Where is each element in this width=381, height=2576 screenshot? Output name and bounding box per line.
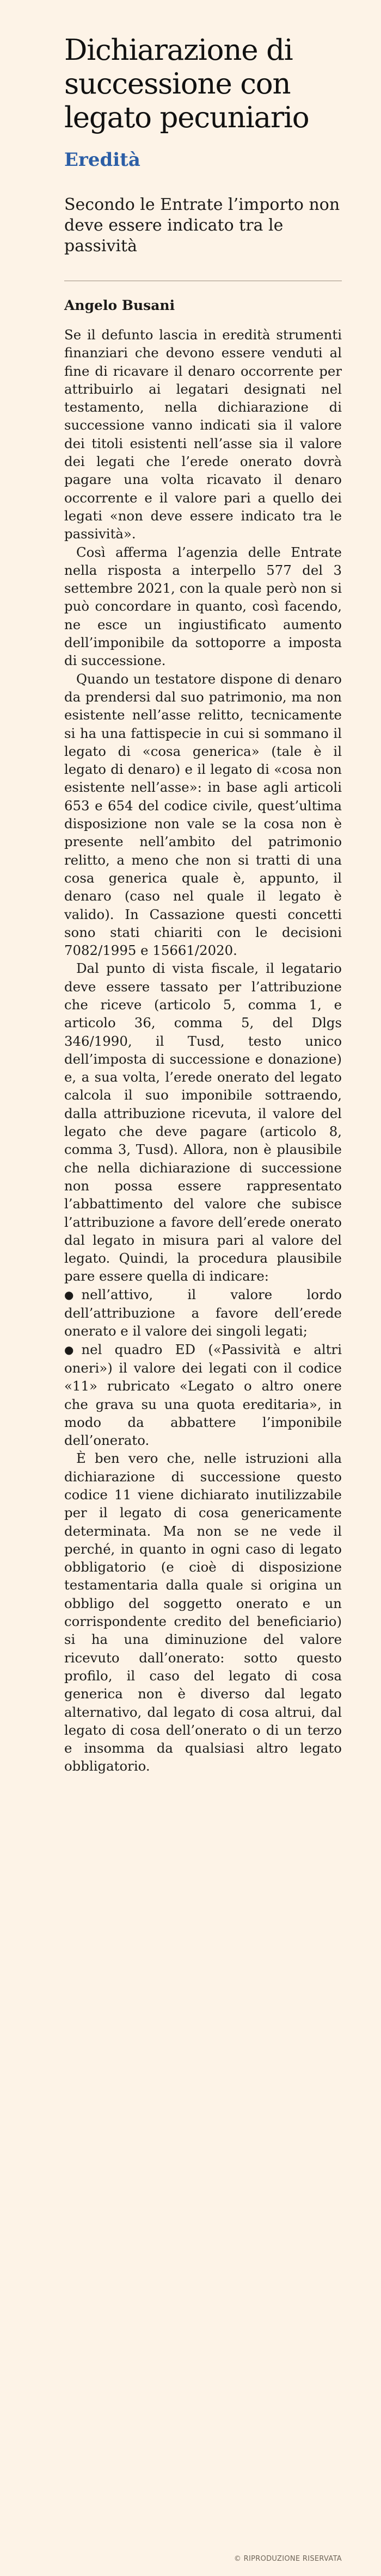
bullet-text: nel quadro ED («Passività e altri oneri») il valore dei legati con il codice «11» rubricato «Legato o altro onere che grava su una quota ereditaria», in modo da abbattere l’imponibile dell’onerato.: [64, 1341, 342, 1449]
section-label[interactable]: Eredità: [64, 149, 140, 171]
bullet-icon: ●: [64, 1288, 74, 1301]
body-paragraph: Quando un testatore dispone di denaro da prendersi dal suo patrimonio, ma non esistente nell’asse relitto, tecnicamente si ha una fattispecie in cui si sommano il legato di «cosa generica» (tale è il legato di denaro) e il legato di «cosa non esistente nell’asse»: in base agli articoli 653 e 654 del codice civile, quest’ultima disposizione non vale se la cosa non è presente nell’ambito del patrimonio relitto, a meno che non si tratti di una cosa generica quale è, appunto, il denaro (caso nel quale il legato è valido). In Cassazione questi concetti sono stati chiariti con le decisioni 7082/1995 e 15661/2020.: [64, 671, 342, 959]
subheadline: Secondo le Entrate l’importo non deve essere indicato tra le passività: [64, 195, 340, 256]
bullet-list-item: [64, 1340, 342, 1450]
bullet-list-item: [64, 1286, 342, 1340]
body-paragraph: Se il defunto lascia in eredità strumenti finanziari che devono essere venduti al fine di ricavare il denaro occorrente per attribuirlo ai legatari designati nel testamento, nella dichiarazione di successione vanno indicati sia il valore dei titoli esistenti nell’asse sia il valore dei legati che l’erede onerato dovrà pagare una volta ricavato il denaro occorrente e il valore pari a quello dei legati «non deve essere indicato tra le passività».: [64, 327, 342, 542]
article-body: [64, 326, 342, 1776]
body-paragraph: È ben vero che, nelle istruzioni alla dichiarazione di successione questo codice 11 viene dichiarato inutilizzabile per il legato di cosa genericamente determinata. Ma non se ne vede il perché, in quanto in ogni caso di legato obbligatorio (e cioè di disposizione testamentaria dalla quale si origina un obbligo del soggetto onerato e un corrispondente credito del beneficiario) si ha una diminuzione del valore ricevuto dall’onerato: sotto questo profilo, il caso del legato di cosa generica non è diverso dal legato alternativo, dal legato di cosa altrui, dal legato di cosa dell’onerato o di un terzo e insomma da qualsiasi altro legato obbligatorio.: [64, 1450, 342, 1774]
bullet-icon: ●: [64, 1343, 74, 1356]
bullet-text: nell’attivo, il valore lordo dell’attribuzione a favore dell’erede onerato e il valore dei singoli legati;: [64, 1286, 342, 1339]
copyright-notice: © RIPRODUZIONE RISERVATA: [233, 2555, 342, 2563]
body-paragraph: Così afferma l’agenzia delle Entrate nella risposta a interpello 577 del 3 settembre 2021, con la quale però non si può concordare in quanto, così facendo, ne esce un ingiustificato aumento dell’imponibile da sottoporre a imposta di successione.: [64, 544, 342, 669]
body-paragraph: Dal punto di vista fiscale, il legatario deve essere tassato per l’attribuzione che riceve (articolo 5, comma 1, e articolo 36, comma 5, del Dlgs 346/1990, il Tusd, testo unico dell’imposta di successione e donazione) e, a sua volta, l’erede onerato del legato calcola il suo imponibile sottraendo, dalla attribuzione ricevuta, il valore del legato che deve pagare (articolo 8, comma 3, Tusd). Allora, non è plausibile che nella dichiarazione di successione non possa essere rappresentato l’abbattimento del valore che subisce l’attribuzione a favore dell’erede onerato dal legato in misura pari al valore del legato. Quindi, la procedura plausibile pare essere quella di indicare:: [64, 960, 342, 1284]
headline: Dichiarazione di successione con legato pecuniario: [64, 34, 309, 134]
author-byline[interactable]: Angelo Busani: [64, 297, 175, 313]
